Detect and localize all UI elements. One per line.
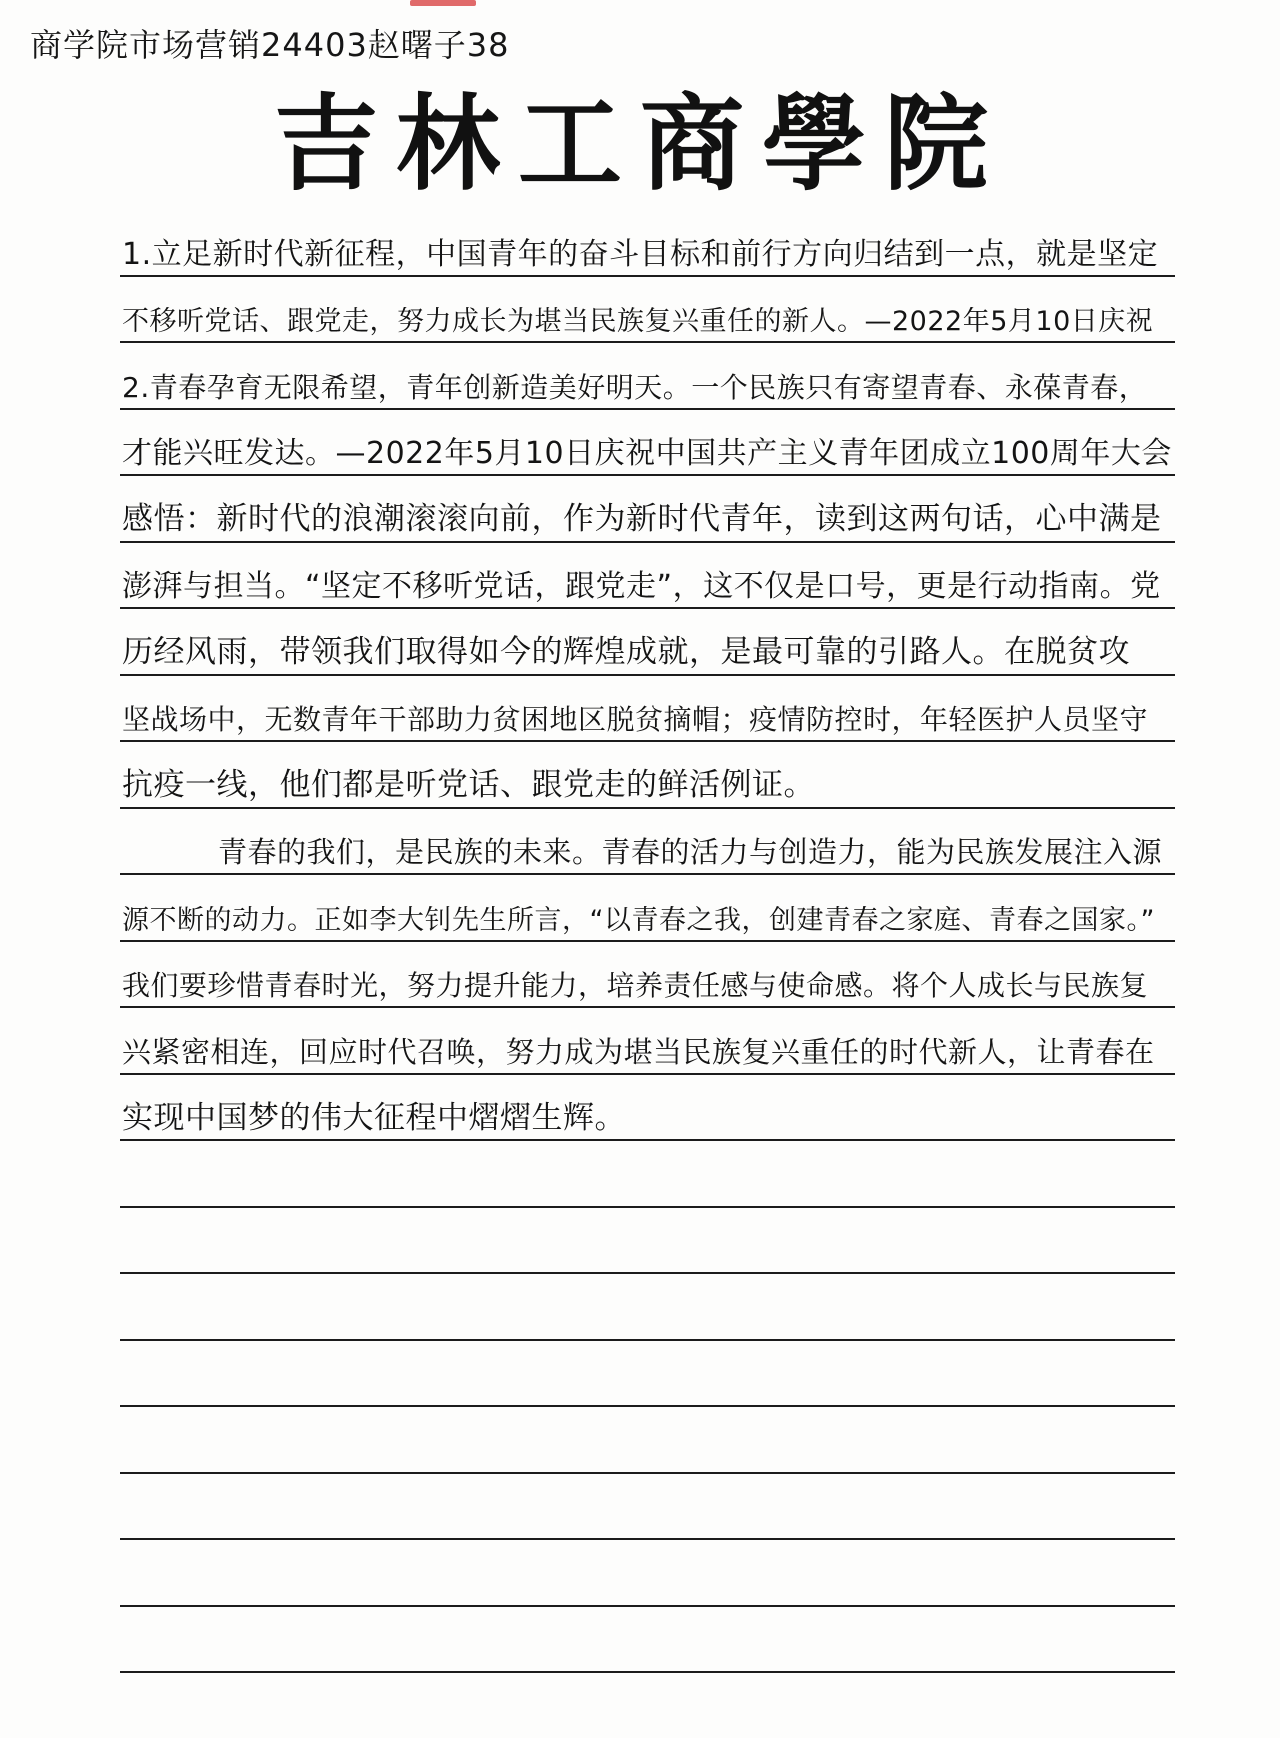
- handwritten-line-text: 实现中国梦的伟大征程中熠熠生辉。: [122, 1100, 626, 1135]
- ruled-line: [120, 1407, 1175, 1474]
- handwritten-line-text: 1.立足新时代新征程，中国青年的奋斗目标和前行方向归结到一点，就是坚定: [122, 237, 1159, 271]
- handwritten-line-text: 历经风雨，带领我们取得如今的辉煌成就，是最可靠的引路人。在脱贫攻: [122, 635, 1130, 670]
- ruled-line: [120, 1341, 1175, 1408]
- ruled-line: [120, 476, 1175, 543]
- ruled-line: [120, 277, 1175, 344]
- ruled-line: [120, 343, 1175, 410]
- ruled-line: [120, 609, 1175, 676]
- handwritten-line-text: 兴紧密相连，回应时代召唤，努力成为堪当民族复兴重任的时代新人，让青春在: [122, 1036, 1155, 1069]
- ruled-line: [120, 543, 1175, 610]
- ruled-line: [120, 210, 1175, 277]
- ruled-line: [120, 742, 1175, 809]
- ruled-line: [120, 410, 1175, 477]
- ruled-line: [120, 942, 1175, 1009]
- student-info-note: 商学院市场营销24403赵曙子38: [30, 26, 510, 64]
- handwritten-line-text: 青春的我们，是民族的未来。青春的活力与创造力，能为民族发展注入源: [218, 837, 1163, 869]
- handwritten-line-text: 澎湃与担当。“坚定不移听党话，跟党走”，这不仅是口号，更是行动指南。党: [122, 570, 1161, 603]
- ruled-lines-area: [120, 210, 1175, 1673]
- ruled-line: [120, 1008, 1175, 1075]
- ruled-line: [120, 1274, 1175, 1341]
- handwritten-line-text: 不移听党话、跟党走，努力成长为堪当民族复兴重任的新人。—2022年5月10日庆祝: [122, 307, 1154, 337]
- ruled-line: [120, 1208, 1175, 1275]
- ruled-line: [120, 875, 1175, 942]
- handwritten-line-text: 坚战场中，无数青年干部助力贫困地区脱贫摘帽；疫情防控时，年轻医护人员坚守: [122, 705, 1149, 736]
- ruled-line: [120, 1474, 1175, 1541]
- ruled-line: [120, 1540, 1175, 1607]
- handwritten-line-text: 2.青春孕育无限希望，青年创新造美好明天。一个民族只有寄望青春、永葆青春，: [122, 372, 1148, 404]
- ruled-line: [120, 1607, 1175, 1674]
- handwritten-line-text: 抗疫一线，他们都是听党话、跟党走的鲜活例证。: [122, 768, 815, 803]
- ruled-line: [120, 1141, 1175, 1208]
- handwritten-line-text: 我们要珍惜青春时光，努力提升能力，培养责任感与使命感。将个人成长与民族复: [122, 971, 1149, 1002]
- ruled-line: [120, 676, 1175, 743]
- handwritten-line-text: 源不断的动力。正如李大钊先生所言，“以青春之我，创建青春之家庭、青春之国家。”: [122, 905, 1155, 936]
- red-ink-mark: [410, 0, 476, 6]
- handwritten-line-text: 感悟：新时代的浪潮滚滚向前，作为新时代青年，读到这两句话，心中满是: [122, 502, 1162, 537]
- ruled-line: [120, 809, 1175, 876]
- ruled-line: [120, 1075, 1175, 1142]
- handwritten-line-text: 才能兴旺发达。—2022年5月10日庆祝中国共产主义青年团成立100周年大会: [122, 437, 1172, 470]
- school-title: 吉林工商學院: [273, 82, 1006, 205]
